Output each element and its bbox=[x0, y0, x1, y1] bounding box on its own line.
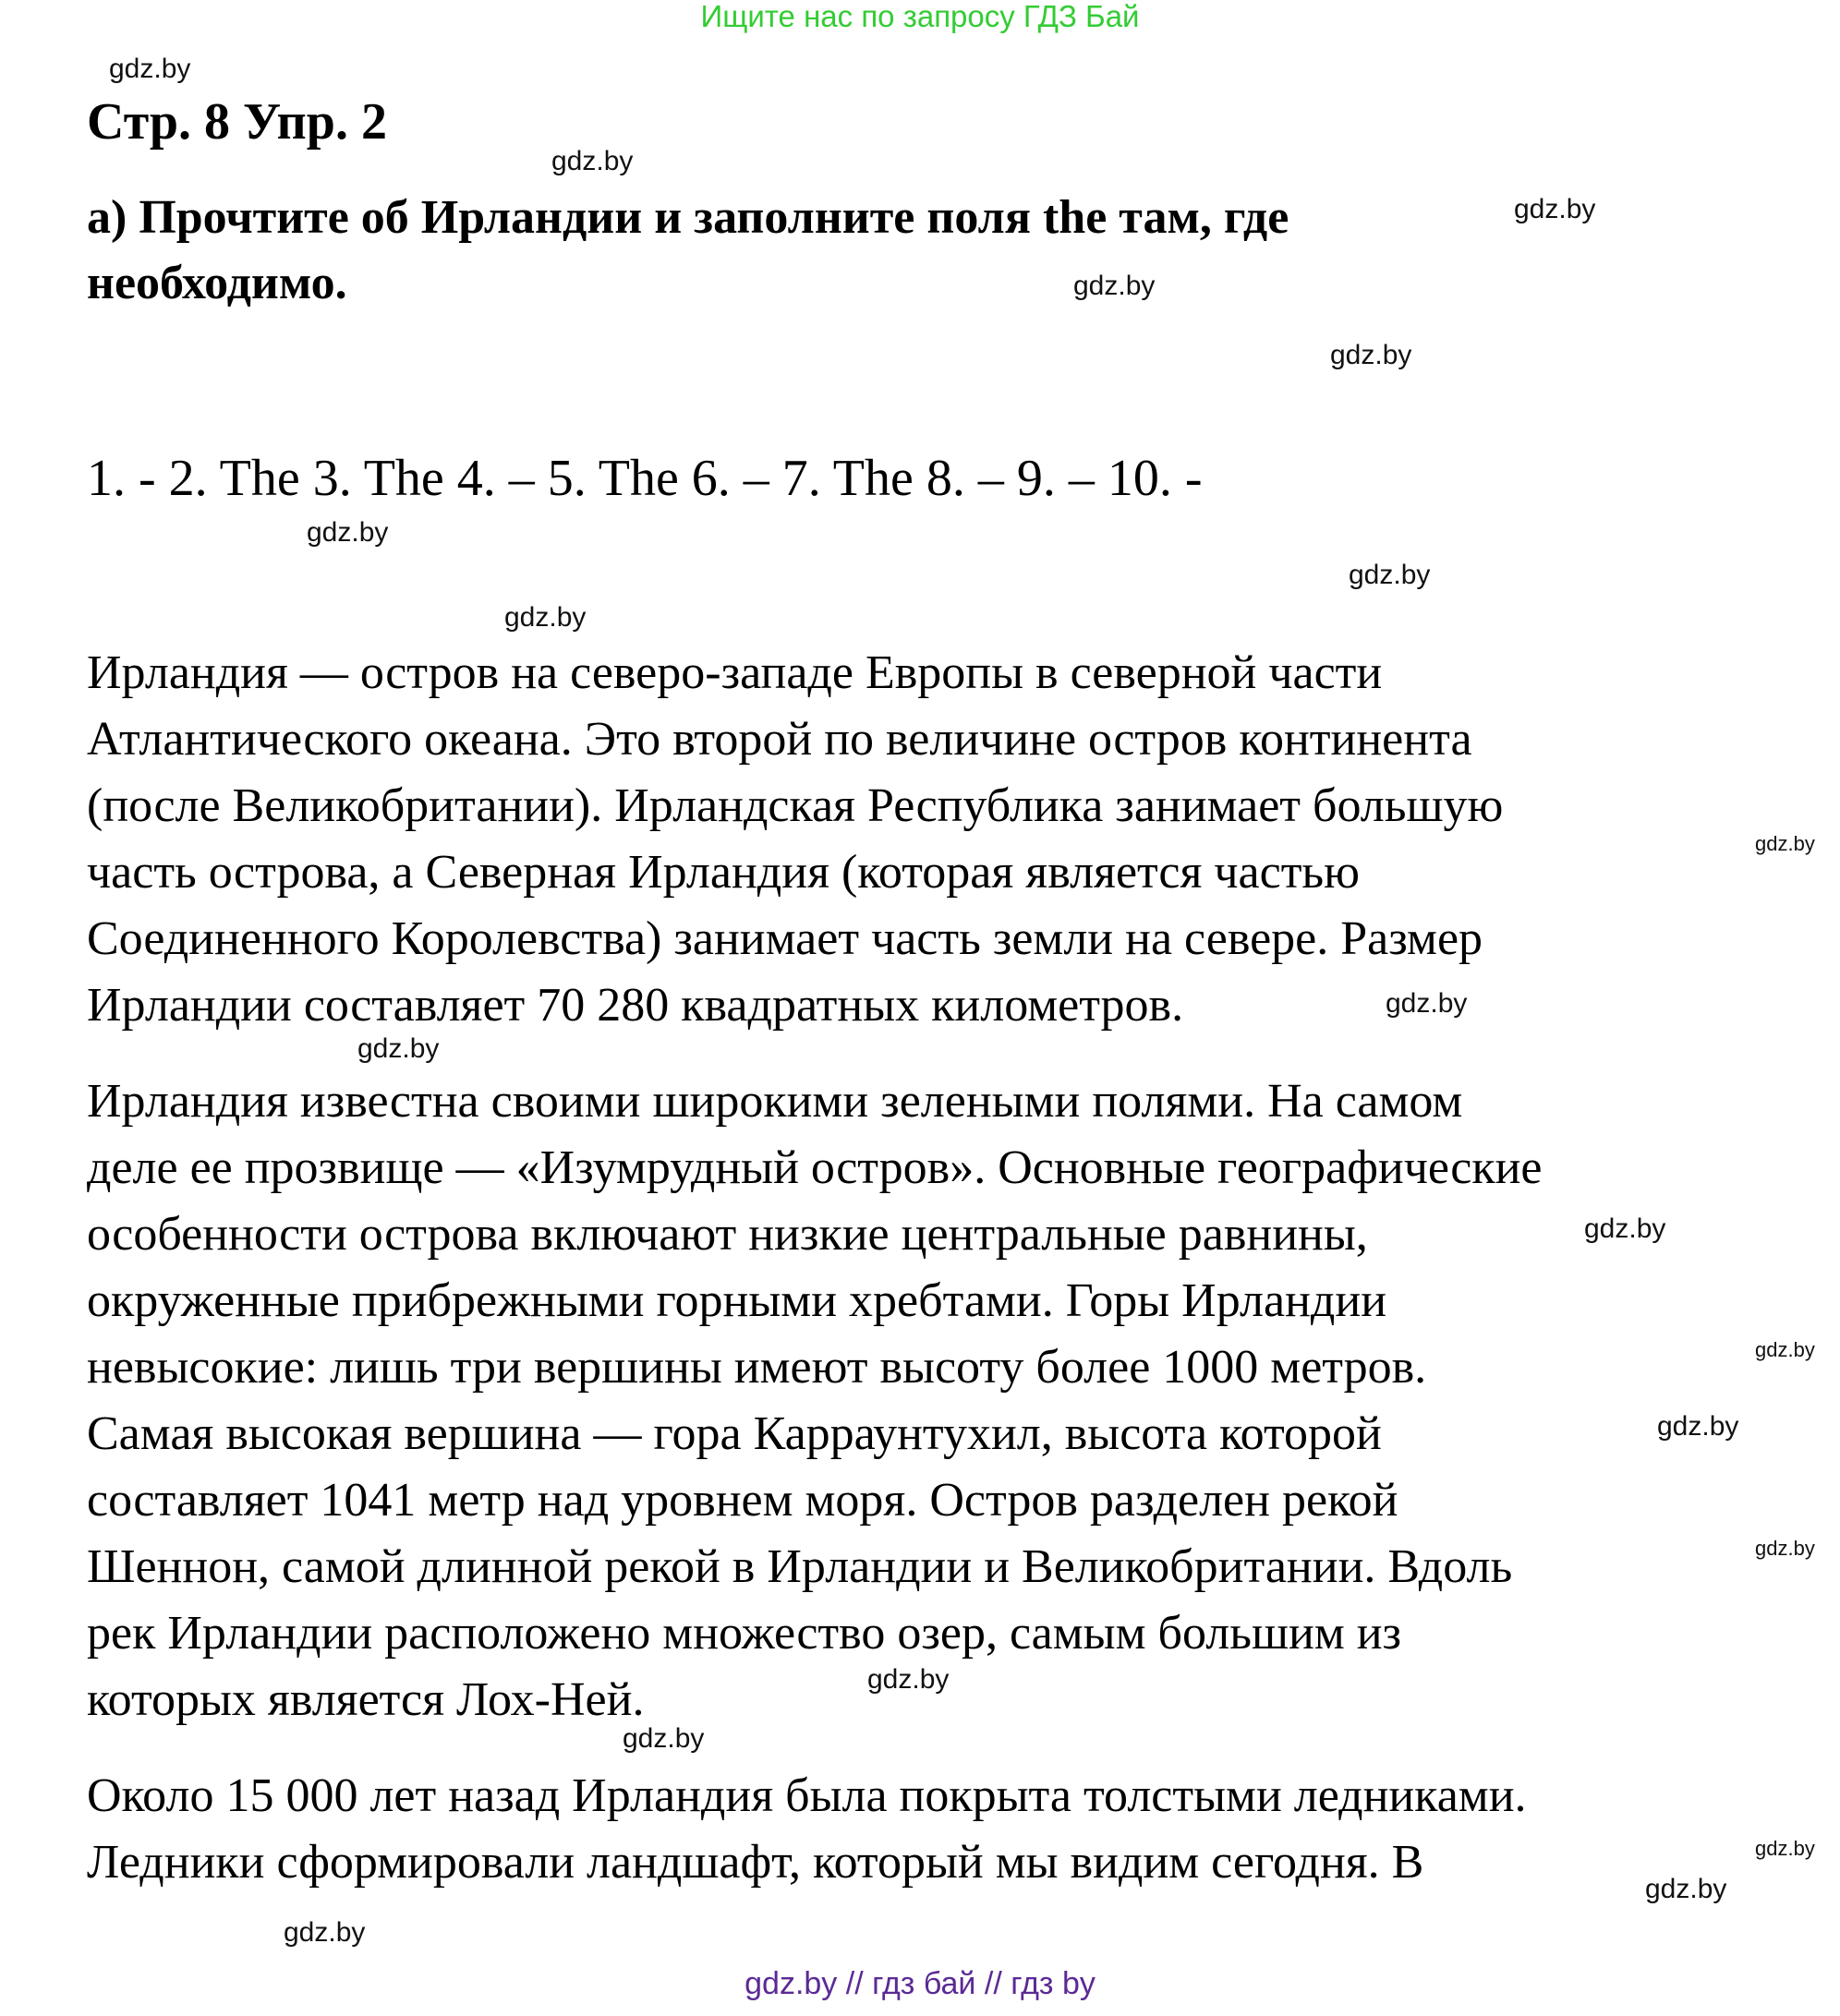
watermark: gdz.by bbox=[284, 1917, 366, 1948]
paragraph-2-line: Ирландия известна своими широкими зелеными полями. На самом bbox=[87, 1075, 1463, 1128]
watermark: gdz.by bbox=[1645, 1874, 1727, 1904]
watermark: gdz.by bbox=[1755, 832, 1815, 855]
paragraph-2-line: Самая высокая вершина — гора Карраунтухил, высота которой bbox=[87, 1407, 1382, 1460]
paragraph-1-line: Атлантического океана. Это второй по величине остров континента bbox=[87, 713, 1472, 766]
watermark: gdz.by bbox=[1755, 1537, 1815, 1560]
task-heading-line-2: необходимо. bbox=[87, 257, 347, 309]
paragraph-2-line: окруженные прибрежными горными хребтами. Горы Ирландии bbox=[87, 1274, 1387, 1327]
watermark: gdz.by bbox=[109, 54, 191, 84]
paragraph-3-line: Около 15 000 лет назад Ирландия была покрыта толстыми ледниками. bbox=[87, 1769, 1527, 1822]
watermark: gdz.by bbox=[1349, 560, 1431, 590]
paragraph-1-line: Ирландия — остров на северо-западе Европы в северной части bbox=[87, 646, 1383, 699]
page-title: Стр. 8 Упр. 2 bbox=[87, 93, 387, 151]
paragraph-2-line: деле ее прозвище — «Изумрудный остров». Основные географические bbox=[87, 1141, 1543, 1194]
watermark: gdz.by bbox=[623, 1723, 705, 1754]
paragraph-2-line: которых является Лох-Ней. bbox=[87, 1673, 645, 1726]
watermark: gdz.by bbox=[357, 1033, 440, 1064]
paragraph-2-line: Шеннон, самой длинной рекой в Ирландии и Великобритании. Вдоль bbox=[87, 1540, 1513, 1593]
watermark: gdz.by bbox=[504, 602, 587, 633]
task-heading-line-1: а) Прочтите об Ирландии и заполните поля the там, где bbox=[87, 191, 1289, 244]
paragraph-1-line: часть острова, а Северная Ирландия (которая является частью bbox=[87, 846, 1360, 899]
paragraph-2-line: особенности острова включают низкие центральные равнины, bbox=[87, 1208, 1368, 1261]
watermark: gdz.by bbox=[1330, 340, 1412, 370]
footer-links[interactable]: gdz.by // гдз бай // гдз by bbox=[744, 1966, 1096, 2001]
watermark: gdz.by bbox=[1657, 1411, 1739, 1442]
paragraph-3-line: Ледники сформировали ландшафт, который мы видим сегодня. В bbox=[87, 1836, 1424, 1889]
watermark: gdz.by bbox=[1755, 1837, 1815, 1860]
paragraph-1-line: Соединенного Королевства) занимает часть земли на севере. Размер bbox=[87, 912, 1483, 965]
watermark: gdz.by bbox=[551, 146, 634, 176]
watermark: gdz.by bbox=[307, 517, 389, 548]
paragraph-2-line: невысокие: лишь три вершины имеют высоту более 1000 метров. bbox=[87, 1341, 1427, 1394]
paragraph-2-line: рек Ирландии расположено множество озер, самым большим из bbox=[87, 1607, 1402, 1660]
watermark: gdz.by bbox=[1584, 1213, 1666, 1244]
paragraph-1-line: (после Великобритании). Ирландская Республика занимает большую bbox=[87, 779, 1504, 832]
paragraph-1-line: Ирландии составляет 70 280 квадратных километров. bbox=[87, 979, 1184, 1032]
watermark: gdz.by bbox=[867, 1664, 950, 1695]
paragraph-2-line: составляет 1041 метр над уровнем моря. Остров разделен рекой bbox=[87, 1474, 1398, 1527]
watermark: gdz.by bbox=[1386, 988, 1468, 1019]
answers-line: 1. - 2. The 3. The 4. – 5. The 6. – 7. The 8. – 9. – 10. - bbox=[87, 450, 1203, 507]
watermark: gdz.by bbox=[1755, 1338, 1815, 1361]
watermark: gdz.by bbox=[1514, 194, 1596, 224]
search-banner[interactable]: Ищите нас по запросу ГДЗ Бай bbox=[700, 0, 1140, 33]
watermark: gdz.by bbox=[1073, 271, 1156, 301]
